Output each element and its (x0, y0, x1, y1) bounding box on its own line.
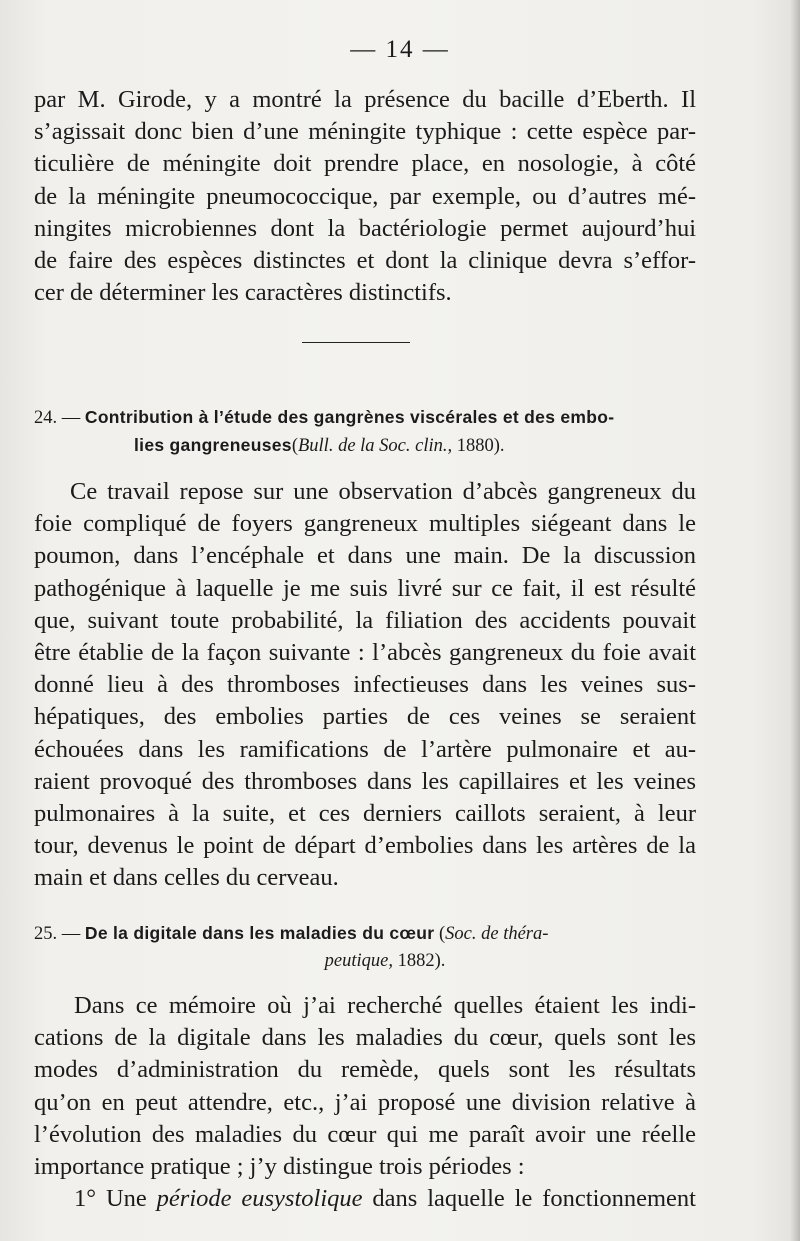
text-line: raient provoqué des thromboses dans les capillaires et les veines (34, 767, 696, 795)
paragraph-2 (34, 476, 696, 895)
text-line: tour, devenus le point de départ d’embolies dans les artères de la (34, 832, 696, 860)
text-line: poumon, dans l’encéphale et dans une main. De la discussion (34, 542, 696, 570)
list-text: dans laquelle le fonctionnement (362, 1185, 696, 1213)
section-dash: — (61, 924, 81, 944)
text-line: ningites microbiennes dont la bactériologie permet aujourd’hui (34, 214, 696, 242)
text-line: que, suivant toute probabilité, la filiation des accidents pouvait (34, 606, 696, 634)
section-divider (302, 342, 410, 343)
section-number: 25. (34, 924, 58, 944)
ref-year: 1880). (452, 436, 505, 456)
text-line: foie compliqué de foyers gangreneux multiples siégeant dans le (34, 510, 696, 538)
text-line: Dans ce mémoire où j’ai recherché quelles étaient les indi- (74, 992, 696, 1019)
text-line: l’évolution des maladies du cœur qui me paraît avoir une réelle (34, 1120, 696, 1148)
text-line: cations de la digitale dans les maladies du cœur, quels sont les (34, 1024, 696, 1052)
text-line: cer de déterminer les caractères distinctifs. (34, 279, 452, 307)
text-line: de faire des espèces distinctes et dont la clinique devra s’effor- (34, 247, 696, 275)
text-line (34, 1183, 696, 1215)
text-line: hépatiques, des embolies parties de ces veines se seraient (34, 703, 696, 731)
ref-source: Bull. de la Soc. clin., (297, 436, 453, 456)
text-line: échouées dans les ramifications de l’artère pulmonaire et au- (34, 735, 696, 763)
paragraph-3 (34, 990, 696, 1215)
list-prefix: 1° Une (74, 1185, 157, 1213)
text-line: main et dans celles du cerveau. (34, 864, 339, 892)
section-25-heading (34, 920, 696, 975)
section-title: De la digitale dans les maladies du cœur (84, 923, 435, 943)
text-line: par M. Girode, y a montré la présence du bacille d’Eberth. Il (34, 86, 696, 113)
text-line: ticulière de méningite doit prendre place, en nosologie, à côté (34, 150, 696, 178)
text-line: pathogénique à laquelle je me suis livré sur ce fait, il est résulté (34, 574, 696, 602)
page-number: — 14 — (350, 36, 450, 63)
ref-year: 1882). (392, 951, 446, 971)
section-title-cont: lies gangreneuses (134, 435, 292, 455)
section-title: Contribution à l’étude des gangrènes viscérales et des embo- (84, 407, 615, 427)
ref-paren: ( (291, 436, 298, 456)
text-line: importance pratique ; j’y distingue trois périodes : (34, 1153, 525, 1181)
text-line: donné lieu à des thromboses infectieuses dans les veines sus- (34, 671, 696, 699)
section-dash: — (61, 408, 81, 428)
paragraph-1 (34, 84, 696, 309)
text-line: être établie de la façon suivante : l’abcès gangreneux du foie avait (34, 639, 696, 667)
text-line: pulmonaires à la suite, et ces derniers caillots seraient, à leur (34, 800, 696, 828)
text-line: de la méningite pneumococcique, par exemple, ou d’autres mé- (34, 182, 696, 210)
text-line: modes d’administration du remède, quels sont les résultats (34, 1056, 696, 1084)
ref-source: Soc. de théra- (445, 924, 549, 944)
page-edge-shadow (790, 0, 800, 1241)
text-line: qu’on en peut attendre, etc., j’ai proposé une division relative à (34, 1088, 696, 1116)
ref-source-cont: peutique, (324, 951, 393, 971)
emphasis: période eusystolique (156, 1185, 363, 1213)
ref-paren: ( (434, 924, 446, 944)
section-24-heading (34, 404, 696, 460)
text-line: s’agissait donc bien d’une méningite typhique : cette espèce par- (34, 118, 696, 146)
text-line: Ce travail repose sur une observation d’abcès gangreneux du (70, 478, 696, 505)
section-number: 24. (34, 408, 58, 428)
